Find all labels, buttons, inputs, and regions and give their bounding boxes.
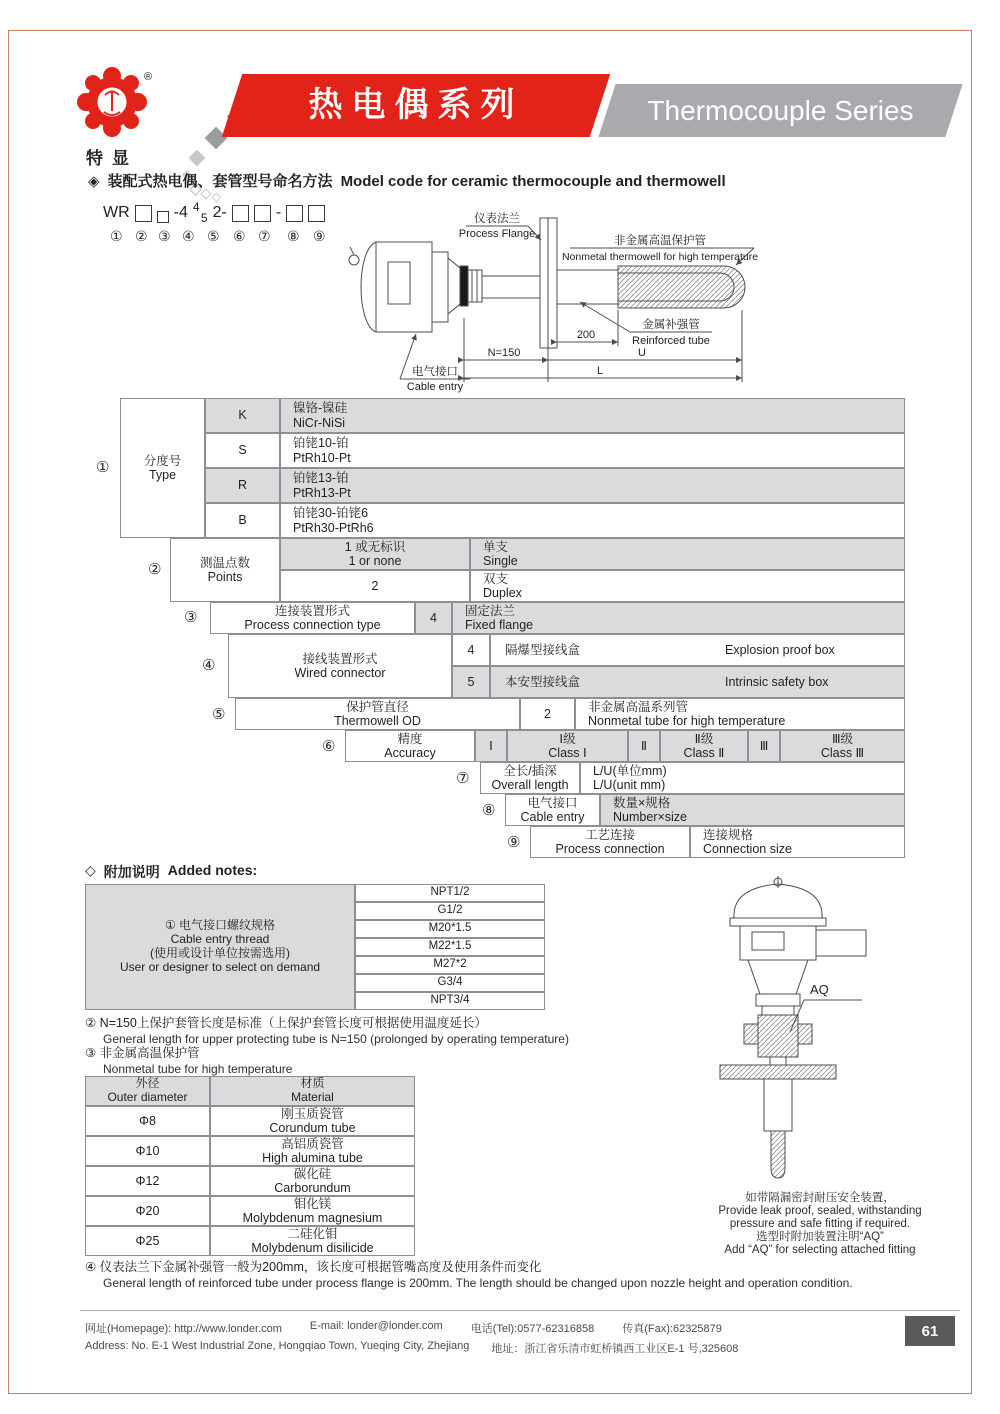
footer-email: E-mail: londer@londer.com (309, 1320, 443, 1332)
accuracy-code-3: Ⅲ (748, 730, 780, 762)
accuracy-code-2: Ⅱ (628, 730, 660, 762)
code-box-8 (286, 205, 303, 222)
logo-text: 特显 (86, 149, 138, 168)
material-cell: 高铝质瓷管 High alumina tube (210, 1136, 415, 1166)
group2-label: 测温点数 Points (170, 538, 280, 602)
group1-label: 分度号 Type (120, 398, 205, 538)
points-code-1: 1 或无标识 1 or none (280, 538, 470, 570)
label-nonmetal-cn: 非金属高温保护管 (614, 235, 706, 247)
group3-label: 连接装置形式 Process connection type (210, 602, 415, 634)
group9-number: ⑨ (507, 834, 521, 851)
banner-chinese (222, 74, 610, 137)
code-seg-3: -4 (173, 204, 188, 222)
footer-tel: 电话(Tel):0577-62316858 (470, 1323, 595, 1335)
diameter-cell: Φ25 (85, 1226, 210, 1256)
dim-u: U (638, 347, 646, 359)
code-box-2 (157, 211, 169, 223)
points-desc-duplex: 双支 Duplex (470, 570, 905, 602)
group1-number: ① (96, 459, 110, 476)
connector-desc-explosion: 隔爆型接线盒 Explosion proof box (490, 634, 905, 666)
section-title (88, 170, 726, 191)
group9-label: 工艺连接 Process connection (530, 826, 690, 858)
thread-option: G3/4 (355, 974, 545, 992)
thread-option: NPT1/2 (355, 884, 545, 902)
thread-option: M27*2 (355, 956, 545, 974)
label-process-flange-en: Process Flange (458, 228, 536, 240)
group5-number: ⑤ (212, 706, 226, 723)
section-title-cn: 装配式热电偶、套管型号命名方法 (107, 173, 333, 190)
dim-200: 200 (576, 329, 596, 341)
group5-label: 保护管直径 Thermowell OD (235, 698, 520, 730)
type-code-K: K (205, 398, 280, 433)
dim-n150: N=150 (487, 347, 521, 359)
code-dash: - (275, 204, 282, 222)
footer-divider (80, 1310, 960, 1311)
connection-desc: 固定法兰 Fixed flange (452, 602, 905, 634)
accuracy-code-1: Ⅰ (475, 730, 507, 762)
accuracy-class-1: Ⅰ级 Class Ⅰ (507, 730, 628, 762)
cable-thread-label: ① 电气接口螺纹规格 Cable entry thread (使用或设计单位按需选用) User or designer to select on demand (85, 884, 355, 1010)
footer-fax: 传真(Fax):62325879 (622, 1323, 722, 1335)
model-code (103, 202, 325, 225)
aq-label: AQ (810, 982, 829, 997)
type-code-R: R (205, 468, 280, 503)
connection-code-4: 4 (415, 602, 452, 634)
group4-number: ④ (202, 657, 216, 674)
code-box-7 (254, 205, 271, 222)
accuracy-class-2: Ⅱ级 Class Ⅱ (660, 730, 748, 762)
type-code-S: S (205, 433, 280, 468)
group6-number: ⑥ (322, 738, 336, 755)
connector-desc-intrinsic: 本安型接线盒 Intrinsic safety box (490, 666, 905, 698)
material-cell: 二硅化钼 Molybdenum disilicide (210, 1226, 415, 1256)
type-code-B: B (205, 503, 280, 538)
diameter-cell: Φ20 (85, 1196, 210, 1226)
thermowell-desc: 非金属高温系列管 Nonmetal tube for high temperature (575, 698, 905, 730)
footer-line-1 (85, 1320, 722, 1336)
footer-homepage: 网址(Homepage): http://www.londer.com (85, 1323, 282, 1335)
points-code-2: 2 (280, 570, 470, 602)
diameter-cell: Φ8 (85, 1106, 210, 1136)
code-box-1 (135, 205, 152, 222)
label-cable-entry-cn: 电气接口 (412, 366, 458, 378)
group8-label: 电气接口 Cable entry (505, 794, 600, 826)
type-desc-B: 铂铑30-铂铑6 PtRh30-PtRh6 (280, 503, 905, 538)
note-4: ④ 仪表法兰下金属补强管一般为200mm，该长度可根据管嘴高度及使用条件而变化 General length of reinforced tube under process flange is 200mm. The length should be changed upon nozzle height and operation condition. (85, 1260, 853, 1290)
group8-number: ⑧ (482, 802, 496, 819)
thermocouple-horizontal-drawing (330, 198, 770, 393)
connector-code-4: 4 (452, 634, 490, 666)
material-header-material: 材质 Material (210, 1076, 415, 1106)
added-notes-title: ◇ 附加说明 Added notes: (85, 862, 258, 880)
page-number: 61 (905, 1316, 955, 1346)
process-connection-desc: 连接规格 Connection size (690, 826, 905, 858)
label-cable-entry-en: Cable entry (406, 381, 464, 393)
label-reinforced-en: Reinforced tube (632, 335, 710, 347)
length-desc: L/U(单位mm) L/U(unit mm) (580, 762, 905, 794)
diameter-cell: Φ10 (85, 1136, 210, 1166)
diameter-cell: Φ12 (85, 1166, 210, 1196)
connector-code-5: 5 (452, 666, 490, 698)
footer-address-cn: 地址：浙江省乐清市虹桥镇西工业区E-1 号,325608 (491, 1343, 739, 1355)
registered-mark: ® (144, 71, 153, 83)
thermocouple-vertical-drawing (690, 872, 990, 1187)
group3-number: ③ (184, 609, 198, 626)
section-title-en: Model code for ceramic thermocouple and thermowell (340, 173, 726, 190)
code-box-6 (232, 205, 249, 222)
cable-entry-desc: 数量×规格 Number×size (600, 794, 905, 826)
thread-option: M22*1.5 (355, 938, 545, 956)
code-seg-5: 2- (212, 204, 227, 222)
group7-number: ⑦ (456, 770, 470, 787)
label-reinforced-cn: 金属补强管 (642, 319, 700, 331)
note-2: ② N=150上保护套管长度是标准（上保护套管长度可根据使用温度延长） General length for upper protecting tube is N=150 (prolonged by operating temperature) (85, 1016, 569, 1046)
page-title-cn: 热电偶系列 (308, 86, 524, 124)
label-process-flange-cn: 仪表法兰 (474, 213, 520, 225)
type-desc-S: 铂铑10-铂 PtRh10-Pt (280, 433, 905, 468)
diamond-marker-icon: ◈ (88, 173, 100, 190)
type-desc-K: 镍铬-镍硅 NiCr-NiSi (280, 398, 905, 433)
footer-line-2 (85, 1340, 738, 1356)
group6-label: 精度 Accuracy (345, 730, 475, 762)
group7-label: 全长/插深 Overall length (480, 762, 580, 794)
accuracy-class-3: Ⅲ级 Class Ⅲ (780, 730, 905, 762)
thread-option: NPT3/4 (355, 992, 545, 1010)
note-3: ③ 非金属高温保护管 Nonmetal tube for high temperature (85, 1046, 293, 1076)
material-cell: 钼化镁 Molybdenum magnesium (210, 1196, 415, 1226)
points-desc-single: 单支 Single (470, 538, 905, 570)
thermowell-code-2: 2 (520, 698, 575, 730)
type-desc-R: 铂铑13-铂 PtRh13-Pt (280, 468, 905, 503)
material-header-diameter: 外径 Outer diameter (85, 1076, 210, 1106)
group4-label: 接线装置形式 Wired connector (228, 634, 452, 698)
code-seg-4: 4 5 (192, 200, 208, 226)
code-box-9 (308, 205, 325, 222)
label-nonmetal-en: Nonmetal thermowell for high temperature (561, 251, 759, 263)
dim-l: L (596, 365, 604, 377)
thread-option: G1/2 (355, 902, 545, 920)
material-cell: 碳化硅 Carborundum (210, 1166, 415, 1196)
banner-english (598, 84, 962, 137)
model-code-prefix: WR (103, 204, 130, 222)
page-title-en: Thermocouple Series (647, 95, 914, 126)
thread-option: M20*1.5 (355, 920, 545, 938)
side-drawing-caption: 如带隔漏密封耐压安全装置， Provide leak proof, sealed, withstanding pressure and safe fitting if required. 选型时附加装置注明“AQ” Add “AQ” for selecting attached fitting (718, 1192, 922, 1256)
group2-number: ② (148, 561, 162, 578)
footer-address-en: Address: No. E-1 West Industrial Zone, Hongqiao Town, Yueqing City, Zhejiang (85, 1340, 470, 1352)
company-logo (60, 62, 175, 174)
material-cell: 刚玉质瓷管 Corundum tube (210, 1106, 415, 1136)
hollow-diamond-icon: ◇ (85, 862, 96, 878)
